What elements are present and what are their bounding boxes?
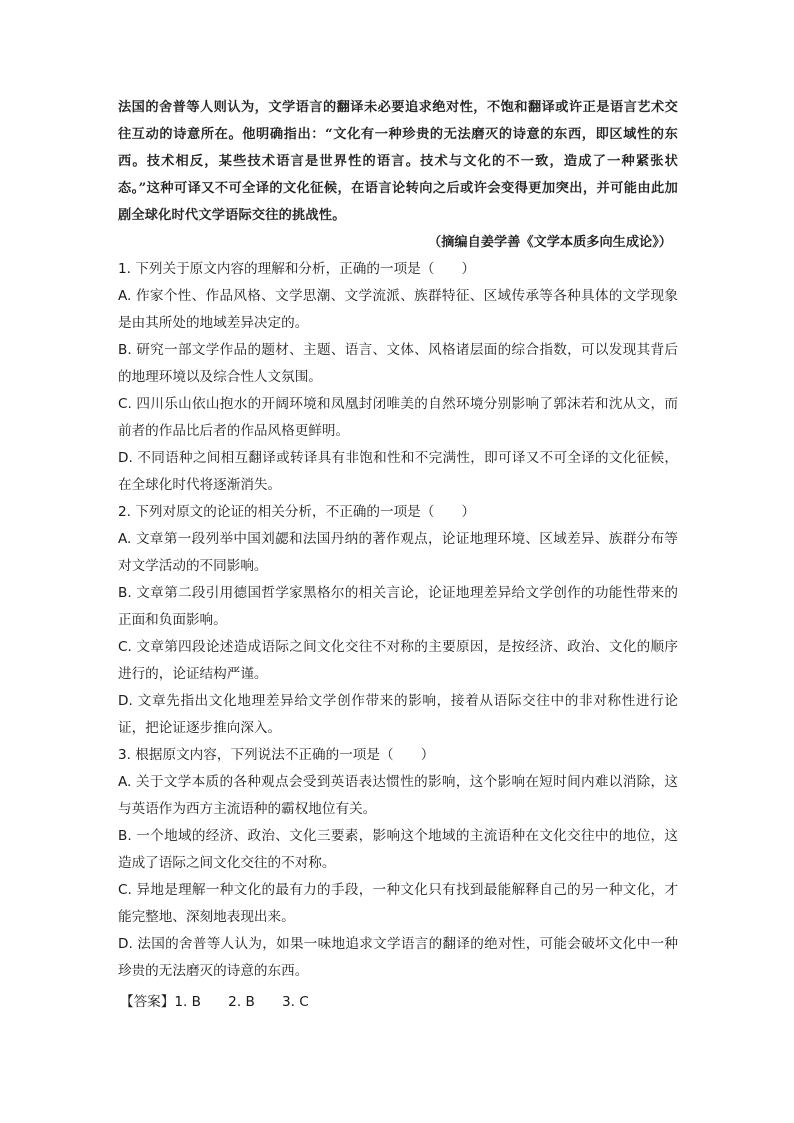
source-citation: （摘编自姜学善《文学本质多向生成论》）: [428, 235, 672, 250]
option-b: B. 一个地域的经济、政治、文化三要素，影响这个地域的主流语种在文化交往中的地位，这造成了语际之间文化交往的不对称。: [118, 828, 678, 871]
question-1: [118, 256, 678, 499]
question-list: [118, 256, 678, 985]
question-2: [118, 499, 678, 742]
option-a: A. 文章第一段列举中国刘勰和法国丹纳的著作观点，论证地理环境、区域差异、族群分布等对文学活动的不同影响。: [118, 531, 678, 574]
question-3: [118, 742, 678, 985]
option-c: C. 文章第四段论述造成语际之间文化交往不对称的主要原因，是按经济、政治、文化的顺序进行的，论证结构严谨。: [118, 639, 678, 682]
passage-paragraph: 法国的舍普等人则认为，文学语言的翻译未必要追求绝对性，不饱和翻译或许正是语言艺术交往互动的诗意所在。他明确指出：“文化有一种珍贵的无法磨灭的诗意的东西，即区域性的东西。技术相反，某些技术语言是世界性的语言。技术与文化的不一致，造成了一种紧张状态。”这种可译又不可全译的文化征候，在语言论转向之后或许会变得更加突出，并可能由此加剧全球化时代文学语际交往的挑战性。: [118, 100, 678, 223]
option-d: D. 文章先指出文化地理差异给文学创作带来的影响，接着从语际交往中的非对称性进行论证，把论证逐步推向深入。: [118, 693, 678, 736]
option-d: D. 不同语种之间相互翻译或转译具有非饱和性和不完满性，即可译又不可全译的文化征候，在全球化时代将逐渐消失。: [118, 450, 678, 493]
answer-values: 1. B 2. B 3. C: [174, 994, 309, 1010]
option-a: A. 关于文学本质的各种观点会受到英语表达惯性的影响，这个影响在短时间内难以消除，这与英语作为西方主流语种的霸权地位有关。: [118, 774, 678, 817]
option-a: A. 作家个性、作品风格、文学思潮、文学流派、族群特征、区域传承等各种具体的文学现象是由其所处的地域差异决定的。: [118, 288, 678, 331]
question-stem: 1. 下列关于原文内容的理解和分析，正确的一项是（ ）: [118, 261, 476, 277]
option-d: D. 法国的舍普等人认为，如果一味地追求文学语言的翻译的绝对性，可能会破坏文化中一种珍贵的无法磨灭的诗意的东西。: [118, 936, 678, 979]
option-b: B. 文章第二段引用德国哲学家黑格尔的相关言论，论证地理差异给文学创作的功能性带来的正面和负面影响。: [118, 585, 678, 628]
question-stem: 2. 下列对原文的论证的相关分析，不正确的一项是（ ）: [118, 504, 476, 520]
option-c: C. 四川乐山依山抱水的开阔环境和凤凰封闭唯美的自然环境分别影响了郭沫若和沈从文，而前者的作品比后者的作品风格更鲜明。: [118, 396, 678, 439]
option-c: C. 异地是理解一种文化的最有力的手段，一种文化只有找到最能解释自己的另一种文化，才能完整地、深刻地表现出来。: [118, 882, 678, 925]
document-page: [118, 94, 678, 1016]
question-stem: 3. 根据原文内容，下列说法不正确的一项是（ ）: [118, 747, 435, 763]
answer-line: [120, 989, 678, 1016]
answer-label: 【答案】: [120, 994, 175, 1010]
option-b: B. 研究一部文学作品的题材、主题、语言、文体、风格诸层面的综合指数，可以发现其背后的地理环境以及综合性人文氛围。: [118, 342, 678, 385]
